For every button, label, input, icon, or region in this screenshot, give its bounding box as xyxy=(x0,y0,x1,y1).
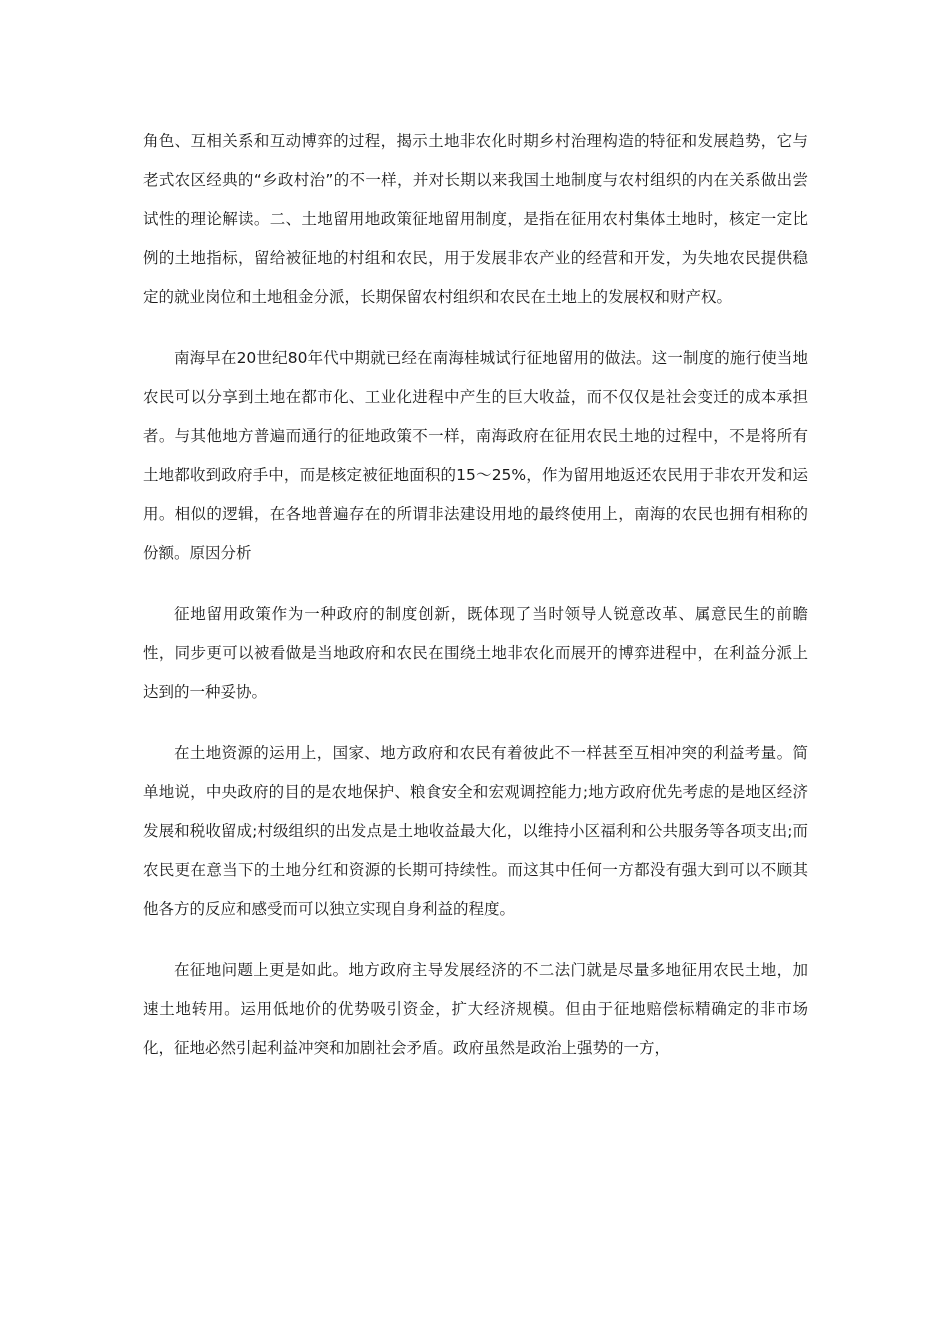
document-body xyxy=(143,122,808,1090)
paragraph-2: 南海早在20世纪80年代中期就已经在南海桂城试行征地留用的做法。这一制度的施行使当地农民可以分享到土地在都市化、工业化进程中产生的巨大收益，而不仅仅是社会变迁的成本承担者。与其他地方普遍而通行的征地政策不一样，南海政府在征用农民土地的过程中，不是将所有土地都收到政府手中，而是核定被征地面积的15～25%，作为留用地返还农民用于非农开发和运用。相似的逻辑，在各地普遍存在的所谓非法建设用地的最终使用上，南海的农民也拥有相称的份额。原因分析 xyxy=(143,349,808,562)
paragraph-4: 在土地资源的运用上，国家、地方政府和农民有着彼此不一样甚至互相冲突的利益考量。简单地说，中央政府的目的是农地保护、粮食安全和宏观调控能力;地方政府优先考虑的是地区经济发展和税收留成;村级组织的出发点是土地收益最大化，以维持小区福利和公共服务等各项支出;而农民更在意当下的土地分红和资源的长期可持续性。而这其中任何一方都没有强大到可以不顾其他各方的反应和感受而可以独立实现自身利益的程度。 xyxy=(143,744,808,918)
paragraph-1: 角色、互相关系和互动博弈的过程，揭示土地非农化时期乡村治理构造的特征和发展趋势，它与老式农区经典的“乡政村治”的不一样，并对长期以来我国土地制度与农村组织的内在关系做出尝试性的理论解读。二、土地留用地政策征地留用制度，是指在征用农村集体土地时，核定一定比例的土地指标，留给被征地的村组和农民，用于发展非农产业的经营和开发，为失地农民提供稳定的就业岗位和土地租金分派，长期保留农村组织和农民在土地上的发展权和财产权。 xyxy=(143,132,808,306)
paragraph-5: 在征地问题上更是如此。地方政府主导发展经济的不二法门就是尽量多地征用农民土地，加速土地转用。运用低地价的优势吸引资金，扩大经济规模。但由于征地赔偿标精确定的非市场化，征地必然引起利益冲突和加剧社会矛盾。政府虽然是政治上强势的一方， xyxy=(143,961,808,1057)
paragraph-3: 征地留用政策作为一种政府的制度创新，既体现了当时领导人锐意改革、属意民生的前瞻性，同步更可以被看做是当地政府和农民在围绕土地非农化而展开的博弈进程中，在利益分派上达到的一种妥协。 xyxy=(143,605,808,701)
